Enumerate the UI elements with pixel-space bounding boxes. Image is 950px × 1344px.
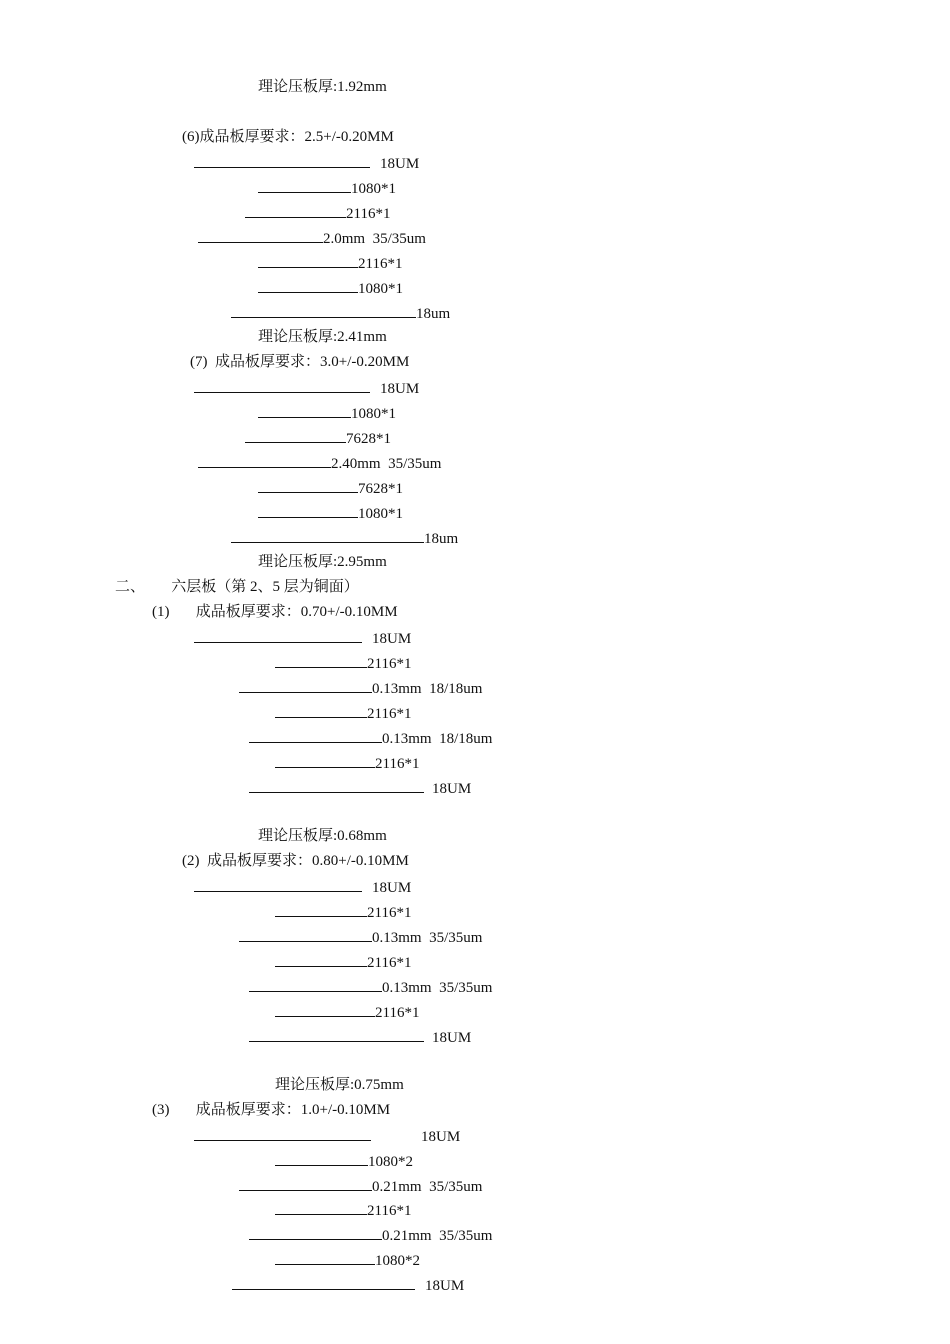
layer-label: 7628*1: [358, 481, 403, 497]
layer-label: 2.40mm 35/35um: [331, 456, 442, 472]
layer-underline: [249, 1027, 424, 1042]
text: 二、 六层板（第 2、5 层为铜面）: [115, 579, 359, 595]
spec-heading: [190, 353, 409, 371]
layer-underline: [231, 303, 416, 318]
layer-line: [275, 1200, 411, 1220]
text: (2) 成品板厚要求：0.80+/-0.10MM: [182, 853, 409, 869]
layer-line: [249, 778, 471, 798]
layer-underline: [275, 1002, 375, 1017]
layer-label: 7628*1: [346, 431, 391, 447]
layer-underline: [194, 378, 370, 393]
layer-underline: [194, 153, 370, 168]
layer-line: [239, 927, 482, 947]
layer-underline: [275, 753, 375, 768]
layer-underline: [275, 1200, 367, 1215]
layer-line: [258, 403, 396, 423]
text: 理论压板厚:2.95mm: [258, 554, 387, 570]
layer-line: [258, 503, 403, 523]
spec-heading: [182, 852, 409, 870]
theoretical-thickness: [258, 78, 387, 96]
layer-underline: [258, 403, 351, 418]
layer-label: 2116*1: [367, 706, 412, 722]
layer-label: 0.13mm 18/18um: [372, 681, 483, 697]
layer-underline: [245, 203, 346, 218]
layer-line: [194, 628, 411, 648]
layer-label: 1080*1: [351, 406, 396, 422]
layer-label: 2116*1: [346, 206, 391, 222]
layer-label: 1080*2: [375, 1253, 420, 1269]
layer-line: [275, 1250, 420, 1270]
layer-label: 18UM: [432, 781, 472, 797]
layer-label: 2116*1: [367, 1203, 412, 1219]
layer-line: [275, 653, 411, 673]
layer-underline: [275, 703, 367, 718]
layer-line: [239, 1176, 482, 1196]
section-heading: [115, 578, 359, 596]
layer-label: 18UM: [380, 381, 420, 397]
layer-label: 18UM: [432, 1030, 472, 1046]
layer-label: 2116*1: [367, 905, 412, 921]
layer-line: [198, 453, 441, 473]
layer-underline: [194, 628, 362, 643]
layer-line: [249, 977, 492, 997]
layer-underline: [249, 1225, 382, 1240]
layer-underline: [245, 428, 346, 443]
layer-underline: [249, 977, 382, 992]
layer-underline: [258, 478, 358, 493]
layer-line: [249, 728, 492, 748]
layer-line: [194, 378, 419, 398]
layer-label: 1080*1: [358, 506, 403, 522]
layer-underline: [198, 453, 331, 468]
layer-underline: [258, 278, 358, 293]
layer-label: 1080*1: [351, 181, 396, 197]
layer-label: 18UM: [372, 631, 412, 647]
layer-underline: [198, 228, 323, 243]
layer-underline: [258, 253, 358, 268]
theoretical-thickness: [275, 1076, 404, 1094]
layer-underline: [249, 728, 382, 743]
layer-line: [198, 228, 426, 248]
layer-label: 1080*2: [368, 1154, 413, 1170]
layer-label: 18UM: [421, 1129, 461, 1145]
spec-heading: [182, 128, 394, 146]
text: (6)成品板厚要求：2.5+/-0.20MM: [182, 129, 394, 145]
layer-underline: [232, 1275, 415, 1290]
layer-line: [275, 703, 411, 723]
layer-underline: [239, 678, 372, 693]
layer-underline: [239, 1176, 372, 1191]
layer-underline: [275, 653, 367, 668]
layer-label: 18UM: [372, 880, 412, 896]
theoretical-thickness: [258, 553, 387, 571]
layer-line: [231, 303, 450, 323]
layer-line: [245, 428, 391, 448]
layer-label: 2116*1: [375, 1005, 420, 1021]
layer-line: [258, 278, 403, 298]
layer-line: [275, 902, 411, 922]
layer-label: 18um: [424, 531, 459, 547]
layer-underline: [275, 1250, 375, 1265]
theoretical-thickness: [258, 827, 387, 845]
text: (3) 成品板厚要求：1.0+/-0.10MM: [152, 1102, 391, 1118]
theoretical-thickness: [258, 328, 387, 346]
layer-label: 2116*1: [367, 656, 412, 672]
layer-line: [258, 253, 402, 273]
spec-heading: [152, 1101, 390, 1119]
layer-line: [275, 1002, 419, 1022]
layer-line: [194, 877, 411, 897]
layer-underline: [258, 178, 351, 193]
layer-label: 0.13mm 35/35um: [382, 980, 493, 996]
layer-line: [275, 1151, 413, 1171]
layer-line: [239, 678, 482, 698]
layer-line: [275, 952, 411, 972]
layer-line: [245, 203, 390, 223]
layer-underline: [249, 778, 424, 793]
layer-label: 2116*1: [375, 756, 420, 772]
layer-label: 2116*1: [358, 256, 403, 272]
layer-line: [194, 153, 419, 173]
layer-underline: [194, 1126, 371, 1141]
layer-label: 18um: [416, 306, 451, 322]
text: (1) 成品板厚要求：0.70+/-0.10MM: [152, 604, 398, 620]
layer-label: 0.13mm 18/18um: [382, 731, 493, 747]
layer-label: 0.13mm 35/35um: [372, 930, 483, 946]
layer-line: [249, 1027, 471, 1047]
layer-underline: [275, 902, 367, 917]
layer-label: 18UM: [425, 1278, 465, 1294]
text: 理论压板厚:0.68mm: [258, 828, 387, 844]
layer-label: 1080*1: [358, 281, 403, 297]
text: 理论压板厚:2.41mm: [258, 329, 387, 345]
spec-heading: [152, 603, 398, 621]
layer-line: [275, 753, 419, 773]
layer-label: 0.21mm 35/35um: [382, 1228, 493, 1244]
layer-underline: [275, 952, 367, 967]
layer-line: [231, 528, 458, 548]
layer-label: 0.21mm 35/35um: [372, 1179, 483, 1195]
text: 理论压板厚:1.92mm: [258, 79, 387, 95]
layer-label: 2.0mm 35/35um: [323, 231, 426, 247]
layer-label: 18UM: [380, 156, 420, 172]
layer-line: [194, 1126, 460, 1146]
text: (7) 成品板厚要求：3.0+/-0.20MM: [190, 354, 410, 370]
layer-underline: [258, 503, 358, 518]
text: 理论压板厚:0.75mm: [275, 1077, 404, 1093]
layer-underline: [231, 528, 424, 543]
layer-underline: [275, 1151, 368, 1166]
layer-line: [249, 1225, 492, 1245]
layer-label: 2116*1: [367, 955, 412, 971]
layer-line: [258, 178, 396, 198]
layer-underline: [239, 927, 372, 942]
layer-underline: [194, 877, 362, 892]
layer-line: [232, 1275, 464, 1295]
layer-line: [258, 478, 403, 498]
